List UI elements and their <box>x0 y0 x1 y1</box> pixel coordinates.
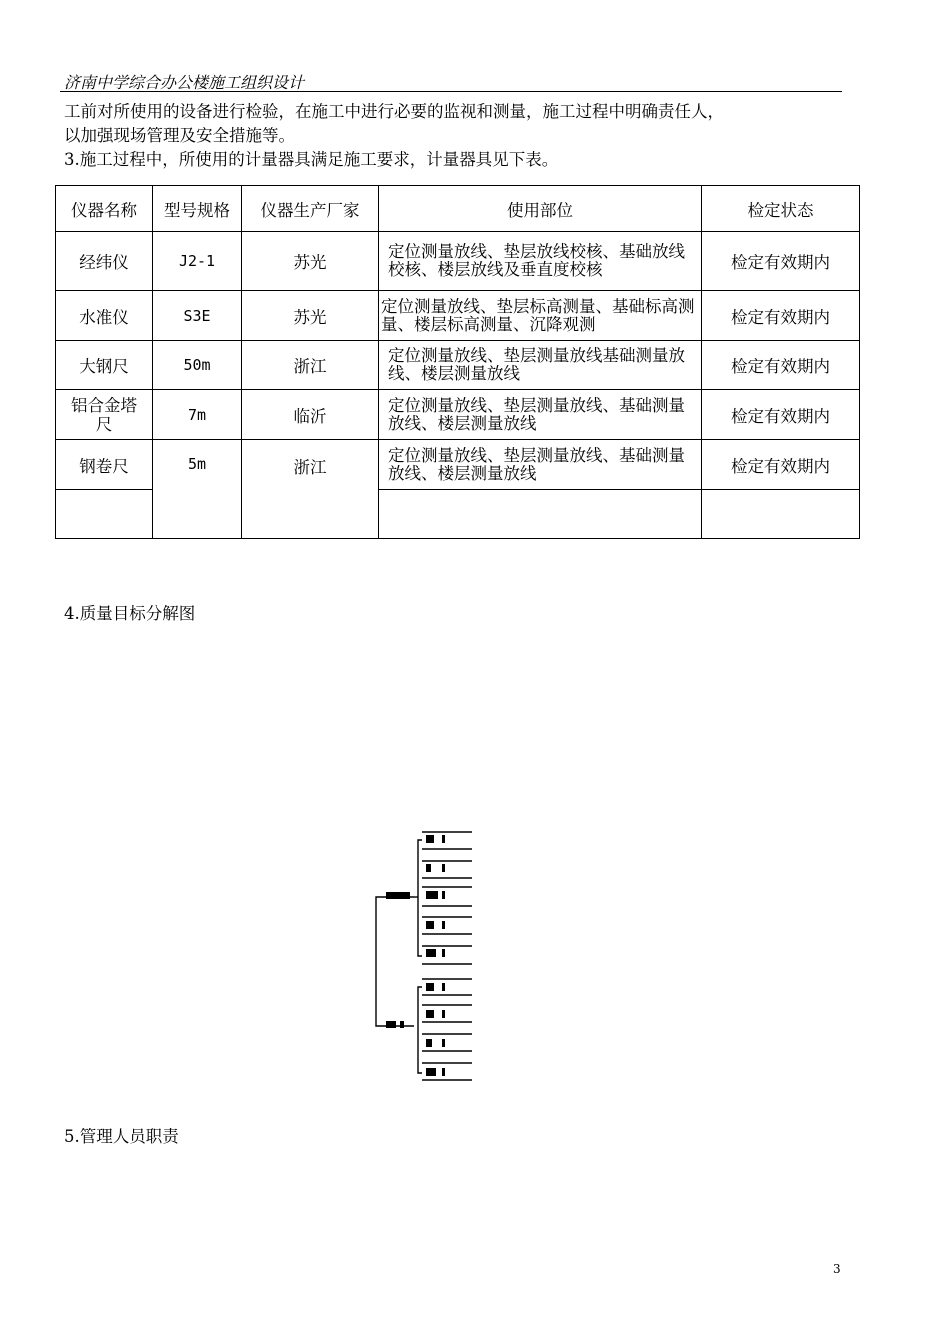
header-divider <box>60 91 842 92</box>
cell-status: 检定有效期内 <box>702 341 860 390</box>
cell-usage: 定位测量放线、垫层测量放线、基础测量放线、楼层测量放线 <box>379 390 702 440</box>
cell-maker: 浙江 <box>242 341 379 390</box>
cell-maker: 苏光 <box>242 232 379 291</box>
cell-usage: 定位测量放线、垫层测量放线基础测量放线、楼层测量放线 <box>379 341 702 390</box>
cell-empty <box>379 490 702 539</box>
cell-status: 检定有效期内 <box>702 440 860 490</box>
header-cell-maker: 仪器生产厂家 <box>242 186 379 232</box>
cell-usage: 定位测量放线、垫层测量放线、基础测量放线、楼层测量放线 <box>379 440 702 490</box>
cell-status: 检定有效期内 <box>702 390 860 440</box>
intro-line-3: 3.施工过程中，所使用的计量器具满足施工要求，计量器具见下表。 <box>64 150 559 169</box>
table-row <box>56 390 860 440</box>
tree-root-connector <box>376 897 382 1026</box>
cell-empty <box>702 490 860 539</box>
cell-maker: 临沂 <box>242 390 379 440</box>
section-heading-quality: 4.质量目标分解图 <box>64 604 196 623</box>
cell-maker: 浙江 <box>242 440 379 539</box>
cell-name: 经纬仪 <box>56 232 153 291</box>
header-cell-model: 型号规格 <box>153 186 242 232</box>
cell-maker: 苏光 <box>242 291 379 341</box>
cell-model: 50m <box>153 341 242 390</box>
document-header-title: 济南中学综合办公楼施工组织设计 <box>64 73 305 92</box>
cell-usage: 定位测量放线、垫层标高测量、基础标高测量、楼层标高测量、沉降观测 <box>379 291 702 341</box>
table-row <box>56 440 860 490</box>
page-number: 3 <box>833 1262 841 1276</box>
tree-upper-bracket <box>418 840 422 956</box>
cell-name: 铝合金塔尺 <box>56 390 153 440</box>
table-row <box>56 341 860 390</box>
cell-model: S3E <box>153 291 242 341</box>
cell-status: 检定有效期内 <box>702 232 860 291</box>
cell-name: 水准仪 <box>56 291 153 341</box>
instrument-table <box>55 185 860 539</box>
tree-lower-bracket <box>418 987 422 1073</box>
intro-line-1: 工前对所使用的设备进行检验，在施工中进行必要的监视和测量，施工过程中明确责任人， <box>64 102 724 121</box>
table-header-row <box>56 186 860 232</box>
table-row <box>56 232 860 291</box>
cell-model: 5m <box>153 440 242 539</box>
header-cell-status: 检定状态 <box>702 186 860 232</box>
cell-model: J2-1 <box>153 232 242 291</box>
cell-model: 7m <box>153 390 242 440</box>
header-cell-usage: 使用部位 <box>379 186 702 232</box>
table-row <box>56 291 860 341</box>
section-heading-staff: 5.管理人员职责 <box>64 1127 179 1146</box>
intro-line-2: 以加强现场管理及安全措施等。 <box>64 126 295 145</box>
cell-name: 大钢尺 <box>56 341 153 390</box>
header-cell-name: 仪器名称 <box>56 186 153 232</box>
cell-empty <box>56 490 153 539</box>
cell-status: 检定有效期内 <box>702 291 860 341</box>
quality-goal-tree-diagram <box>370 825 480 1087</box>
cell-name: 钢卷尺 <box>56 440 153 490</box>
cell-usage: 定位测量放线、垫层放线校核、基础放线校核、楼层放线及垂直度校核 <box>379 232 702 291</box>
